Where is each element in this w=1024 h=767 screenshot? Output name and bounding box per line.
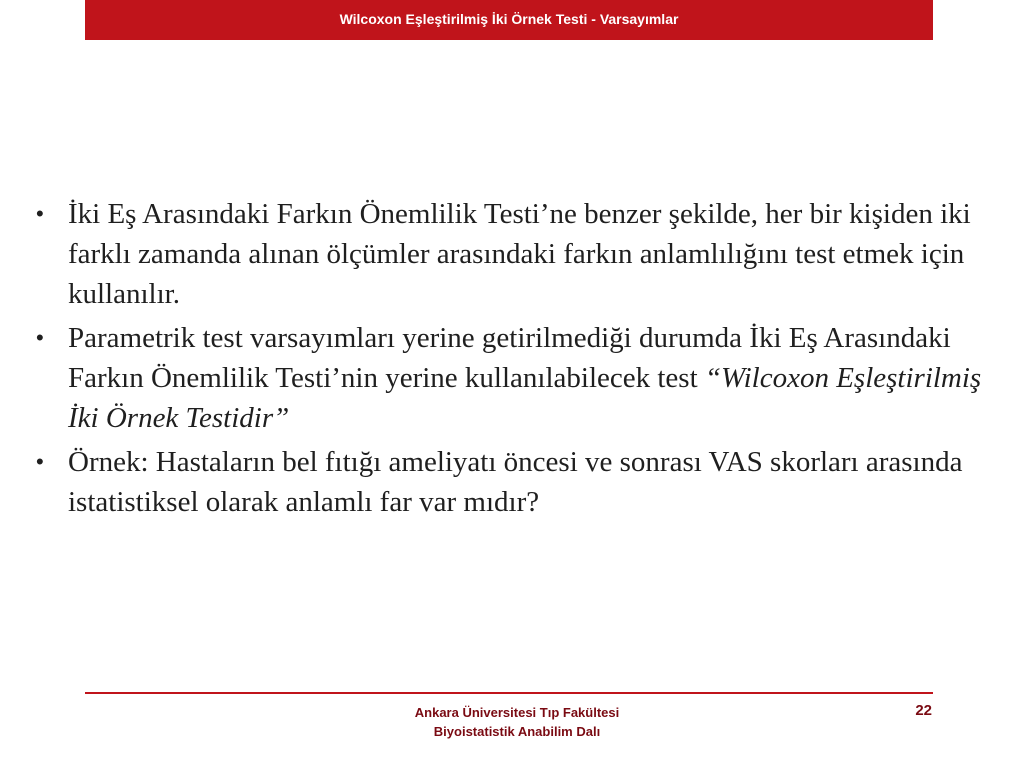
footer-institution-line1: Ankara Üniversitesi Tıp Fakültesi bbox=[414, 705, 620, 720]
bullet-item bbox=[36, 318, 1008, 438]
bullet-item bbox=[36, 194, 1008, 314]
footer-institution-line2: Biyoistatistik Anabilim Dalı bbox=[433, 724, 601, 739]
bullet-text-italic: “Wilcoxon Eşleştirilmiş İki Örnek Testidir” bbox=[68, 362, 982, 434]
bullet-dot-icon: • bbox=[36, 325, 44, 350]
bullet-text: İki Eş Arasındaki Farkın Önemlilik Testi’ne benzer şekilde, her bir kişiden iki farklı zamanda alınan ölçümler arasındaki farkın anlamlılığını test etmek için kullanılır. bbox=[68, 198, 971, 310]
bullet-dot-icon: • bbox=[36, 201, 44, 226]
page-number: 22 bbox=[915, 702, 932, 719]
slide-title: Wilcoxon Eşleştirilmiş İki Örnek Testi - Varsayımlar bbox=[339, 11, 679, 27]
footer-divider bbox=[85, 692, 933, 694]
title-bar bbox=[85, 0, 933, 40]
bullet-dot-icon: • bbox=[36, 449, 44, 474]
slide-body bbox=[36, 194, 1008, 522]
bullet-item bbox=[36, 442, 1008, 522]
bullet-text bbox=[68, 318, 1008, 438]
bullet-text-regular: Parametrik test varsayımları yerine getirilmediği durumda İki Eş Arasındaki Farkın Önemlilik Testi’nin yerine kullanılabilecek test bbox=[68, 322, 951, 394]
bullet-text: Örnek: Hastaların bel fıtığı ameliyatı öncesi ve sonrası VAS skorları arasında istatistiksel olarak anlamlı far var mıdır? bbox=[68, 446, 963, 518]
footer-institution bbox=[0, 703, 1024, 741]
